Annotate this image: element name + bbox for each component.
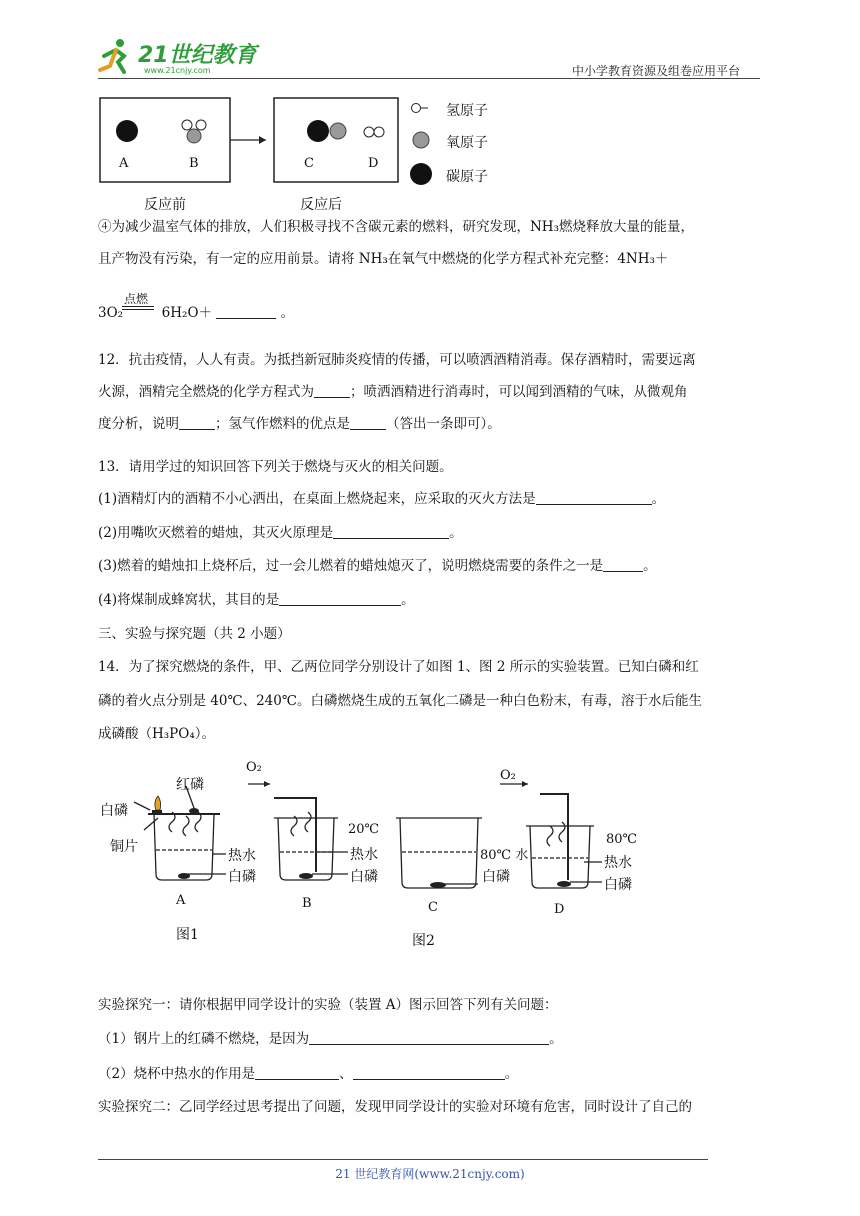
answer-blank[interactable]: [314, 384, 350, 398]
section-3-heading: 三、实验与探究题（共 2 小题）: [98, 626, 291, 642]
header-platform-text: 中小学教育资源及组卷应用平台: [572, 64, 741, 78]
fig-label-b: B: [302, 896, 312, 911]
q14-line3: 成磷酸（H₃PO₄）。: [98, 726, 215, 742]
answer-blank[interactable]: [179, 416, 215, 430]
label-a: A: [119, 156, 129, 171]
fig-1-caption: 图1: [176, 927, 199, 943]
eq-right: 6H₂O＋: [161, 305, 213, 321]
header-divider: [98, 78, 760, 79]
exp2-line: 实验探究二：乙同学经过思考提出了问题，发现甲同学设计的实验对环境有危害，同时设计了自己的: [98, 1099, 692, 1115]
exp1-intro: 实验探究一：请你根据甲同学设计的实验（装置 A）图示回答下列有关问题：: [98, 997, 558, 1013]
fig-label-c: C: [428, 900, 438, 915]
logo-text: 21世纪教育: [138, 43, 257, 68]
label-hot-water-b: 热水: [350, 847, 378, 863]
caption-after: 反应后: [300, 197, 342, 213]
q13-p3: (3)燃着的蜡烛扣上烧杯后，过一会儿燃着的蜡烛熄灭了，说明燃烧需要的条件之一是 。: [98, 558, 657, 574]
legend-hydrogen: 氢原子: [446, 103, 488, 119]
answer-blank[interactable]: [216, 305, 276, 319]
answer-blank[interactable]: [255, 1066, 339, 1080]
label-hot-water-a: 热水: [228, 848, 256, 864]
answer-blank[interactable]: [603, 558, 643, 572]
label-white-phosphorus-d: 白磷: [604, 877, 632, 893]
footer-divider: [98, 1159, 708, 1160]
label-o2-d: O₂: [500, 768, 516, 783]
logo-url: www.21cnjy.com: [144, 66, 211, 75]
answer-blank[interactable]: [309, 1031, 549, 1045]
label-white-phosphorus-a: 白磷: [228, 869, 256, 885]
eq-left: 3O₂: [98, 305, 124, 321]
fig-label-d: D: [554, 902, 565, 917]
label-c: C: [304, 156, 314, 171]
fig-label-a: A: [176, 893, 186, 908]
condition-ignite: 点燃: [124, 292, 149, 306]
label-hot-water-d: 热水: [604, 855, 632, 871]
label-white-phosphorus-c: 白磷: [482, 869, 510, 885]
label-white-phosphorus-b: 白磷: [350, 869, 378, 885]
q13-stem: 13．请用学过的知识回答下列关于燃烧与灭火的相关问题。: [98, 459, 453, 475]
legend-oxygen: 氧原子: [446, 135, 488, 151]
q12-line3: 度分析，说明 ；氢气作燃料的优点是 （答出一条即可）。: [98, 416, 501, 432]
label-copper-plate: 铜片: [110, 839, 138, 855]
runner-logo-icon: [94, 36, 134, 76]
q13-p1: (1)酒精灯内的酒精不小心洒出，在桌面上燃烧起来，应采取的灭火方法是 。: [98, 491, 666, 507]
label-temp-80-c: 80℃ 水: [480, 848, 529, 863]
q11-line1: ④为减少温室气体的排放，人们积极寻找不含碳元素的燃料，研究发现，NH₃燃烧释放大量的能量，: [98, 219, 694, 235]
label-o2-b: O₂: [246, 760, 262, 775]
label-d: D: [368, 156, 379, 171]
label-white-phosphorus-top: 白磷: [100, 803, 128, 819]
label-temp-20: 20℃: [348, 822, 380, 837]
q11-equation: 3O₂ 6H₂O＋ 。: [98, 305, 295, 321]
label-temp-80-d: 80℃: [606, 832, 638, 847]
answer-blank[interactable]: [350, 416, 386, 430]
answer-blank[interactable]: [536, 491, 652, 505]
logo: [94, 34, 264, 80]
q14-line1: 14．为了探究燃烧的条件，甲、乙两位同学分别设计了如图 1、图 2 所示的实验装置。已知白磷和红: [98, 659, 699, 675]
answer-blank[interactable]: [279, 592, 401, 606]
caption-before: 反应前: [144, 197, 186, 213]
answer-blank[interactable]: [353, 1066, 505, 1080]
footer-text: 21 世纪教育网(www.21cnjy.com): [335, 1167, 525, 1181]
legend-carbon: 碳原子: [446, 169, 488, 185]
exp1-p1: （1）钢片上的红磷不燃烧，是因为 。: [98, 1031, 563, 1047]
q13-p4: (4)将煤制成蜂窝状，其目的是 。: [98, 592, 415, 608]
q14-line2: 磷的着火点分别是 40℃、240℃。白磷燃烧生成的五氧化二磷是一种白色粉末，有毒，溶于水后能生: [98, 693, 702, 709]
exp1-p2: （2）烧杯中热水的作用是 、 。: [98, 1066, 519, 1082]
q12-line1: 12．抗击疫情，人人有责。为抵挡新冠肺炎疫情的传播，可以喷洒酒精消毒。保存酒精时，需要远离: [98, 352, 696, 368]
label-b: B: [189, 156, 199, 171]
q12-line2: 火源，酒精完全燃烧的化学方程式为 ；喷洒酒精进行消毒时，可以闻到酒精的气味，从微观角: [98, 384, 688, 400]
q13-p2: (2)用嘴吹灭燃着的蜡烛，其灭火原理是 。: [98, 525, 463, 541]
q11-line2: 且产物没有污染，有一定的应用前景。请将 NH₃在氧气中燃烧的化学方程式补充完整：4NH₃＋: [98, 251, 669, 267]
fig-2-caption: 图2: [412, 933, 435, 949]
answer-blank[interactable]: [333, 525, 449, 539]
label-red-phosphorus: 红磷: [176, 777, 204, 793]
